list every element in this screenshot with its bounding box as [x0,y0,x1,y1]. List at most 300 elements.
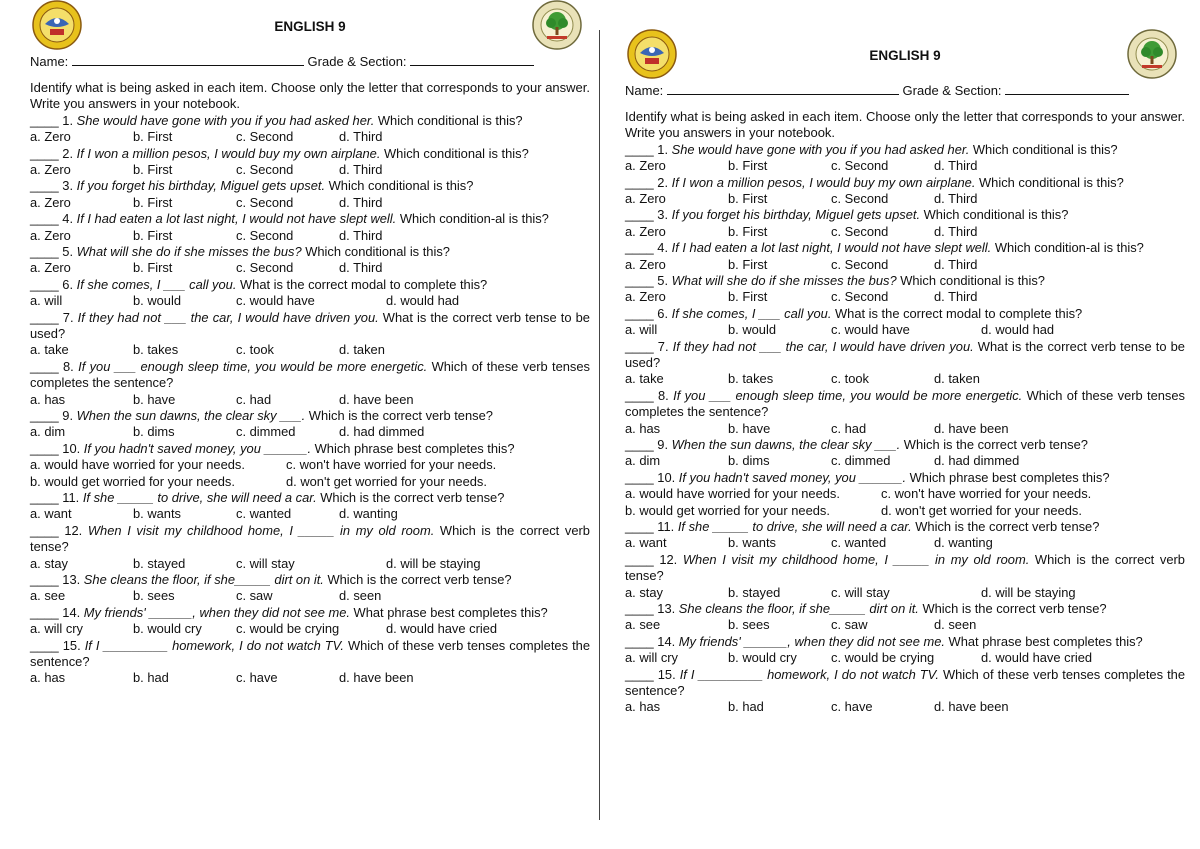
answer-blank: ____ [30,112,59,128]
answer-option: d. will be staying [386,555,481,571]
question-list [30,113,590,687]
answer-option: d. seen [934,617,977,633]
options-row [625,650,1185,666]
answer-option: a. Zero [625,256,666,272]
answer-blank: ____ [30,211,59,227]
question-number: 1. [62,112,74,128]
question-item [30,178,590,194]
options-row [30,342,590,358]
answer-blank: ____ [625,600,654,616]
question-item [30,244,590,260]
options-row [625,617,1185,633]
answer-option: c. took [236,342,274,358]
answer-blank: ____ [30,571,59,587]
question-prompt: Which is the correct verb tense? [900,437,1088,452]
answer-option: a. will cry [625,650,678,666]
answer-option: b. dims [133,424,175,440]
question-prompt: What phrase best completes this? [349,604,548,620]
options-row [625,421,1185,437]
question-number: 9. [62,408,74,423]
options-row [625,257,1185,273]
question-sentence: She would have gone with you if you had asked her. [671,141,970,157]
options-row [625,371,1185,387]
question-number: 15. [62,637,81,653]
question-sentence: What will she do if she misses the bus? [76,244,302,259]
grade-blank [410,54,534,66]
worksheet-title: ENGLISH 9 [274,19,346,34]
answer-option: c. have [236,670,278,686]
answer-option: b. wants [728,535,777,551]
question-item [625,470,1185,486]
answer-blank: ____ [625,437,654,452]
options-row [30,474,590,490]
question-prompt: Which is the correct verb tense? [30,522,590,555]
options-row [625,486,1185,502]
answer-option: a. would have worried for your needs. [30,457,245,473]
answer-option: a. will [30,293,63,309]
name-label: Name: [30,54,69,69]
answer-option: c. Second [831,289,889,305]
answer-option: b. First [133,260,173,276]
answer-option: c. would be crying [236,621,340,637]
options-row [30,129,590,145]
question-prompt: Which phrase best completes this? [906,469,1110,485]
page-divider [599,30,600,820]
question-prompt: Which is the correct verb tense? [911,518,1100,534]
options-row [30,195,590,211]
answer-option: d. would have cried [386,621,498,637]
name-blank [72,54,304,66]
answer-blank: ____ [625,633,654,649]
answer-option: a. Zero [625,191,666,207]
answer-option: d. wanting [934,535,993,551]
options-row [625,158,1185,174]
answer-option: c. won't have worried for your needs. [881,486,1092,502]
question-sentence: If I had eaten a lot last night, I would not have slept well. [76,211,397,227]
answer-blank: ____ [30,145,59,161]
question-item [30,310,590,343]
answer-option: b. stayed [133,555,186,571]
question-number: 6. [62,276,74,292]
question-number: 11. [62,489,80,505]
options-row [30,424,590,440]
question-prompt: Which conditional is this? [969,141,1118,157]
question-item [30,605,590,621]
answer-option: b. First [133,162,173,178]
answer-option: a. see [30,588,66,604]
question-number: 10. [62,440,81,456]
answer-blank: ____ [625,469,654,485]
answer-blank: ____ [30,178,59,194]
name-grade-line [30,54,590,70]
question-number: 5. [62,244,74,259]
question-number: 12. [659,551,678,567]
answer-blank: ____ [625,207,654,223]
instructions: Identify what is being asked in each item. Choose only the letter that corresponds to your answer. Write you answers in your notebook. [30,80,590,112]
answer-option: d. had dimmed [934,453,1020,469]
answer-option: a. Zero [625,223,666,239]
question-item [30,490,590,506]
question-sentence: If she comes, I ___ call you. [76,276,237,292]
answer-option: b. First [728,256,768,272]
question-sentence: When the sun dawns, the clear sky ___. [671,437,901,452]
answer-option: c. won't have worried for your needs. [286,457,497,473]
answer-option: a. would have worried for your needs. [625,486,840,502]
answer-blank: ____ [625,551,654,567]
answer-option: d. Third [934,158,978,174]
answer-option: a. dim [625,453,661,469]
question-item [625,306,1185,322]
answer-option: d. Third [934,223,978,239]
answer-option: c. saw [236,588,273,604]
answer-blank: ____ [30,637,59,653]
question-item [625,388,1185,421]
answer-option: b. takes [728,371,774,387]
options-row [625,224,1185,240]
answer-blank: ____ [30,244,59,259]
options-row [30,556,590,572]
answer-option: b. wants [133,506,182,522]
question-sentence: She cleans the floor, if she_____ dirt on it. [83,571,324,587]
answer-blank: ____ [30,358,59,374]
answer-option: a. Zero [30,162,71,178]
answer-option: a. Zero [625,158,666,174]
question-sentence: If you ___ enough sleep time, you would be more energetic. [673,387,1023,403]
question-sentence: If you forget his birthday, Miguel gets upset. [76,178,326,194]
worksheet-left [30,0,590,687]
answer-option: c. Second [831,256,889,272]
question-number: 7. [657,338,669,354]
answer-option: a. has [30,391,66,407]
options-row [30,260,590,276]
answer-blank: ____ [30,276,59,292]
question-number: 14. [62,604,81,620]
answer-option: c. Second [236,227,294,243]
question-item [30,638,590,671]
options-row [625,289,1185,305]
grade-blank [1005,83,1129,95]
question-prompt: Which condition-al is this? [991,240,1144,256]
question-prompt: Which conditional is this? [920,207,1069,223]
question-prompt: Which of these verb tenses completes the sentence? [625,387,1185,420]
question-number: 6. [657,305,669,321]
question-sentence: If I _________ homework, I do not watch TV. [84,637,344,653]
answer-option: d. wanting [339,506,398,522]
answer-option: b. First [728,289,768,305]
answer-option: c. wanted [236,506,292,522]
question-number: 3. [657,207,669,223]
answer-option: b. have [728,420,771,436]
worksheet-right [625,29,1185,716]
answer-option: b. would cry [133,621,202,637]
answer-blank: ____ [625,273,654,288]
answer-blank: ____ [30,440,59,456]
options-row [30,621,590,637]
question-number: 5. [657,273,669,288]
answer-option: a. has [30,670,66,686]
question-sentence: What will she do if she misses the bus? [671,273,897,288]
question-item [30,277,590,293]
answer-option: a. has [625,420,661,436]
answer-option: b. would [133,293,182,309]
answer-option: b. First [728,191,768,207]
options-row [625,535,1185,551]
answer-option: c. have [831,699,873,715]
question-prompt: Which conditional is this? [374,112,523,128]
question-item [30,441,590,457]
answer-option: c. wanted [831,535,887,551]
question-sentence: When I visit my childhood home, I _____ in my old room. [87,522,435,538]
grade-label: Grade & Section: [902,83,1002,98]
question-prompt: What is the correct modal to complete this? [236,276,488,292]
options-row [30,293,590,309]
answer-option: c. will stay [236,555,295,571]
answer-option: c. had [831,420,867,436]
answer-blank: ____ [30,522,59,538]
answer-option: b. would get worried for your needs. [625,502,830,518]
answer-option: d. Third [934,191,978,207]
question-number: 8. [63,358,74,374]
grade-label: Grade & Section: [307,54,407,69]
question-sentence: If she _____ to drive, she will need a car. [82,489,317,505]
question-item [30,113,590,129]
question-sentence: If I had eaten a lot last night, I would not have slept well. [671,240,992,256]
answer-option: d. won't get worried for your needs. [286,473,487,489]
answer-option: d. won't get worried for your needs. [881,502,1082,518]
question-sentence: She would have gone with you if you had asked her. [76,112,375,128]
answer-option: b. dims [728,453,770,469]
answer-blank: ____ [30,408,59,423]
answer-option: d. would had [386,293,460,309]
answer-option: a. Zero [30,260,71,276]
answer-option: b. First [728,158,768,174]
answer-blank: ____ [30,309,59,325]
answer-option: c. Second [236,194,294,210]
answer-option: a. take [30,342,69,358]
answer-option: d. have been [339,670,414,686]
question-number: 2. [657,174,669,190]
answer-option: a. has [625,699,661,715]
question-prompt: Which is the correct verb tense? [625,551,1185,584]
answer-option: a. Zero [30,194,71,210]
question-number: 8. [658,387,669,403]
answer-blank: ____ [625,518,654,534]
answer-option: b. would cry [728,650,797,666]
options-row [625,322,1185,338]
question-item [30,211,590,227]
options-row [30,162,590,178]
question-item [625,339,1185,372]
answer-option: c. had [236,391,272,407]
answer-option: b. would get worried for your needs. [30,473,235,489]
question-number: 14. [657,633,676,649]
options-row [30,506,590,522]
answer-option: a. stay [30,555,68,571]
answer-option: b. had [728,699,764,715]
question-item [625,175,1185,191]
question-item [625,142,1185,158]
answer-blank: ____ [625,666,654,682]
question-number: 1. [657,141,669,157]
answer-option: d. taken [339,342,385,358]
question-prompt: Which is the correct verb tense? [316,489,505,505]
question-prompt: Which of these verb tenses completes the sentence? [30,637,590,669]
answer-blank: ____ [625,305,654,321]
question-prompt: Which conditional is this? [301,244,450,259]
question-sentence: If you forget his birthday, Miguel gets upset. [671,207,921,223]
question-item [625,667,1185,700]
answer-option: a. Zero [30,129,71,145]
answer-option: b. sees [728,617,770,633]
question-sentence: My friends' ______, when they did not see me. [83,604,350,620]
answer-blank: ____ [30,604,59,620]
answer-option: a. dim [30,424,66,440]
answer-option: b. have [133,391,176,407]
question-number: 3. [62,178,74,194]
answer-option: c. would have [831,322,910,338]
question-item [30,523,590,556]
question-prompt: Which conditional is this? [975,174,1124,190]
options-row [30,670,590,686]
answer-option: b. sees [133,588,175,604]
answer-option: c. would have [236,293,315,309]
question-number: 13. [657,600,676,616]
answer-blank: ____ [625,174,654,190]
answer-blank: ____ [625,141,654,157]
answer-option: c. would be crying [831,650,935,666]
answer-option: d. had dimmed [339,424,425,440]
question-item [30,359,590,392]
question-prompt: Which condition-al is this? [396,211,549,227]
answer-option: a. want [30,506,72,522]
question-item [625,437,1185,453]
question-prompt: Which phrase best completes this? [311,440,515,456]
question-list [625,142,1185,716]
answer-option: b. First [728,223,768,239]
answer-option: b. First [133,194,173,210]
answer-option: d. Third [934,256,978,272]
answer-option: d. would have cried [981,650,1093,666]
answer-option: a. want [625,535,667,551]
question-number: 2. [62,145,74,161]
question-item [30,572,590,588]
answer-option: c. dimmed [236,424,296,440]
question-sentence: When the sun dawns, the clear sky ___. [76,408,306,423]
question-prompt: Which is the correct verb tense? [323,571,512,587]
question-sentence: When I visit my childhood home, I _____ in my old room. [682,551,1030,567]
answer-option: a. Zero [625,289,666,305]
question-sentence: If she comes, I ___ call you. [671,305,832,321]
question-prompt: Which of these verb tenses completes the sentence? [30,358,590,391]
question-sentence: If she _____ to drive, she will need a car. [677,518,912,534]
question-sentence: If I won a million pesos, I would buy my own airplane. [76,145,381,161]
question-number: 4. [62,211,74,227]
answer-option: b. would [728,322,777,338]
name-label: Name: [625,83,664,98]
question-prompt: Which is the correct verb tense? [305,408,493,423]
question-number: 4. [657,240,669,256]
question-sentence: If I _________ homework, I do not watch TV. [679,666,939,682]
answer-option: b. had [133,670,169,686]
question-item [625,634,1185,650]
options-row [30,588,590,604]
question-prompt: Which is the correct verb tense? [918,600,1107,616]
answer-option: c. Second [236,260,294,276]
options-row [625,699,1185,715]
question-prompt: What is the correct verb tense to be used? [30,309,590,341]
answer-option: d. would had [981,322,1055,338]
answer-option: d. taken [934,371,980,387]
question-prompt: Which conditional is this? [896,273,1045,288]
options-row [30,457,590,473]
question-sentence: If they had not ___ the car, I would have driven you. [672,338,974,354]
answer-option: b. stayed [728,584,781,600]
answer-option: d. Third [339,194,383,210]
answer-option: d. Third [339,227,383,243]
question-prompt: Which of these verb tenses completes the sentence? [625,666,1185,698]
answer-option: d. Third [934,289,978,305]
question-item [30,408,590,424]
options-row [625,503,1185,519]
question-number: 15. [657,666,676,682]
worksheet-header [625,29,1185,81]
answer-option: d. have been [339,391,414,407]
answer-option: c. will stay [831,584,890,600]
answer-option: d. have been [934,420,1009,436]
question-prompt: Which conditional is this? [325,178,474,194]
answer-blank: ____ [30,489,59,505]
question-item [625,552,1185,585]
options-row [30,392,590,408]
options-row [625,453,1185,469]
tree-seal-icon [1127,29,1177,79]
answer-option: a. see [625,617,661,633]
answer-blank: ____ [625,338,654,354]
options-row [30,228,590,244]
answer-option: c. Second [831,158,889,174]
answer-option: b. takes [133,342,179,358]
tree-seal-icon [532,0,582,50]
name-grade-line [625,83,1185,99]
question-number: 9. [657,437,669,452]
answer-option: d. Third [339,162,383,178]
answer-blank: ____ [625,240,654,256]
options-row [625,191,1185,207]
worksheet-header [30,0,590,52]
question-item [625,519,1185,535]
answer-option: a. will cry [30,621,83,637]
answer-option: a. will [625,322,658,338]
question-item [625,601,1185,617]
question-item [30,146,590,162]
question-number: 12. [64,522,83,538]
answer-option: a. Zero [30,227,71,243]
question-prompt: What is the correct modal to complete this? [831,305,1083,321]
question-sentence: If you hadn't saved money, you ______. [83,440,312,456]
question-prompt: What phrase best completes this? [944,633,1143,649]
answer-option: d. seen [339,588,382,604]
answer-option: b. First [133,227,173,243]
answer-option: a. stay [625,584,663,600]
answer-option: c. Second [236,162,294,178]
options-row [625,585,1185,601]
question-number: 7. [62,309,74,325]
answer-blank: ____ [625,387,654,403]
question-prompt: What is the correct verb tense to be used? [625,338,1185,370]
question-number: 10. [657,469,676,485]
question-prompt: Which conditional is this? [380,145,529,161]
question-sentence: If I won a million pesos, I would buy my own airplane. [671,174,976,190]
